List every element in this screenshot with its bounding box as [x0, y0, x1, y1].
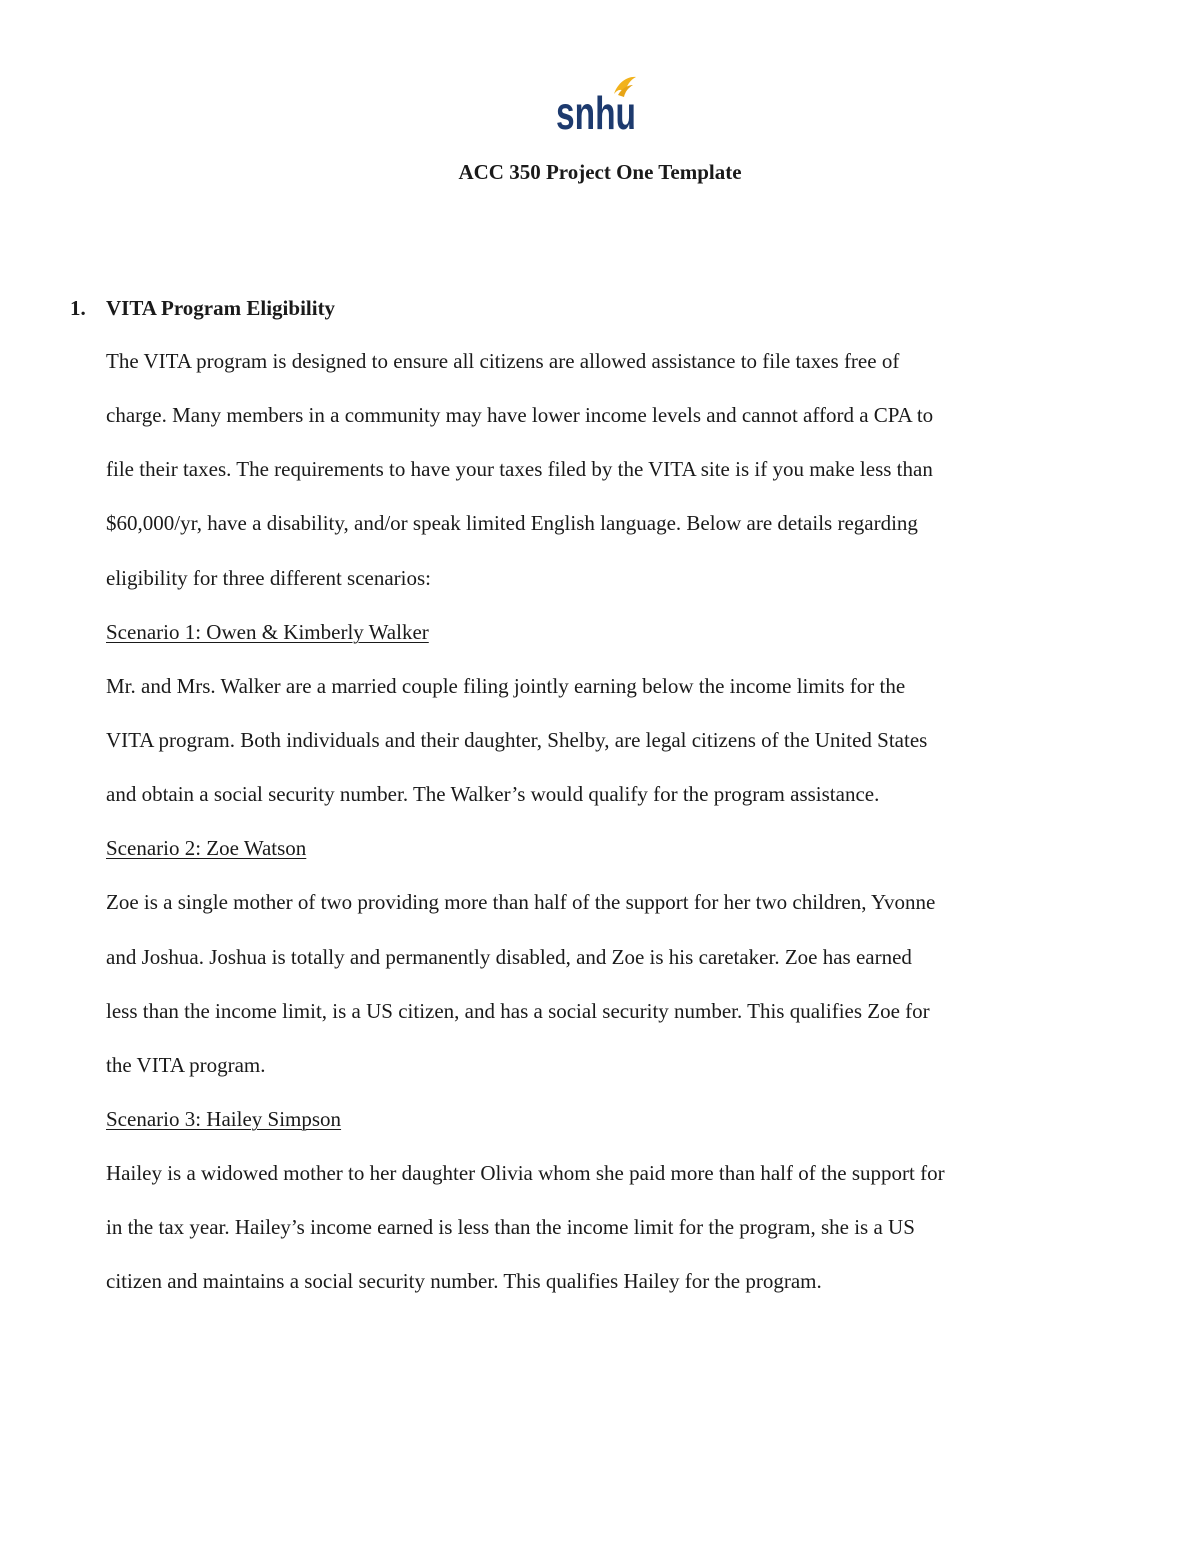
paragraph-line: and Joshua. Joshua is totally and permanently disabled, and Zoe is his caretaker. Zoe has earned [106, 944, 912, 969]
paragraph-line: The VITA program is designed to ensure all citizens are allowed assistance to file taxes free of [106, 349, 900, 373]
document-title: ACC 350 Project One Template [458, 160, 742, 184]
paragraph-line: and obtain a social security number. The Walker’s would qualify for the program assistance. [106, 782, 880, 807]
paragraph-line: $60,000/yr, have a disability, and/or speak limited English language. Below are details regarding [106, 511, 918, 536]
paragraph-line: less than the income limit, is a US citizen, and has a social security number. This qualifies Zoe for [106, 998, 930, 1023]
section-heading [70, 294, 335, 322]
paragraph-line: citizen and maintains a social security number. This qualifies Hailey for the program. [106, 1269, 822, 1294]
paragraph-line: in the tax year. Hailey’s income earned is less than the income limit for the program, she is a US [106, 1215, 915, 1240]
scenario-1 [106, 605, 1066, 822]
section-title: VITA Program Eligibility [106, 296, 336, 320]
scenario-heading: Scenario 3: Hailey Simpson [106, 1106, 342, 1131]
scenario-3 [106, 1092, 1066, 1309]
paragraph-line: Hailey is a widowed mother to her daughter Olivia whom she paid more than half of the support for [106, 1161, 945, 1186]
paragraph-line: charge. Many members in a community may have lower income levels and cannot afford a CPA to [106, 403, 934, 428]
scenario-heading: Scenario 1: Owen & Kimberly Walker [106, 619, 429, 644]
snhu-logo [556, 74, 640, 139]
snhu-logo-graphic [556, 74, 640, 139]
paragraph-line: file their taxes. The requirements to have your taxes filed by the VITA site is if you make less than [106, 457, 933, 482]
paragraph-line: eligibility for three different scenarios: [106, 565, 431, 590]
paragraph-line: Zoe is a single mother of two providing more than half of the support for her two children, Yvonne [106, 890, 936, 915]
scenario-heading: Scenario 2: Zoe Watson [106, 836, 307, 861]
paragraph-line: Mr. and Mrs. Walker are a married couple filing jointly earning below the income limits for the [106, 673, 906, 698]
section-body [106, 334, 1066, 1309]
scenario-2 [106, 821, 1066, 1092]
svg-text:snhu: snhu [556, 87, 636, 139]
paragraph-line: the VITA program. [106, 1052, 266, 1077]
paragraph-line: VITA program. Both individuals and their daughter, Shelby, are legal citizens of the United States [106, 727, 928, 752]
section-number: 1. [70, 296, 86, 320]
intro-paragraph [106, 334, 1066, 605]
